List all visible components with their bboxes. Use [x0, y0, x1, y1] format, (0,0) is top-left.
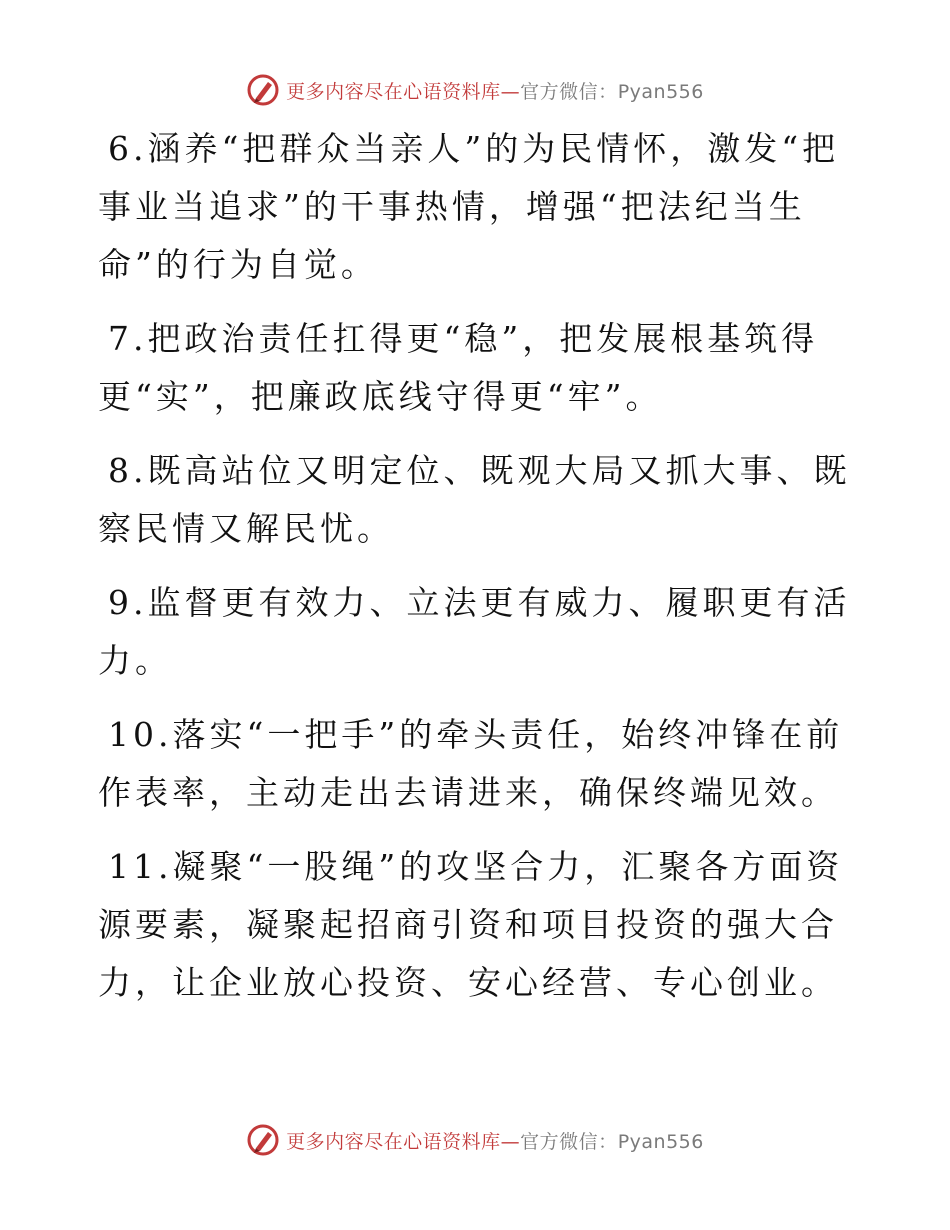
watermark-text	[286, 1127, 704, 1154]
pen-in-circle-logo-icon	[246, 73, 280, 107]
paragraph-8: 8.既高站位又明定位、既观大局又抓大事、既察民情又解民忧。	[98, 451, 851, 548]
watermark-separator: —	[500, 1130, 521, 1153]
paragraph-7: 7.把政治责任扛得更“稳”，把发展根基筑得更“实”，把廉政底线守得更“牢”。	[98, 319, 819, 416]
watermark-contact: 官方微信：	[520, 1130, 618, 1153]
paragraph-10: 10.落实“一把手”的牵头责任，始终冲锋在前作表率，主动走出去请进来，确保终端见效。	[98, 715, 844, 812]
watermark-wechat-id: Pyan556	[617, 80, 704, 103]
watermark-brand: 更多内容尽在心语资料库	[286, 80, 501, 103]
paragraph-11: 11.凝聚“一股绳”的攻坚合力，汇聚各方面资源要素，凝聚起招商引资和项目投资的强大合力，让企业放心投资、安心经营、专心创业。	[98, 847, 844, 1002]
pen-in-circle-logo-icon	[246, 1123, 280, 1157]
header-watermark	[0, 70, 950, 110]
footer-watermark	[0, 1120, 950, 1160]
watermark-separator: —	[500, 80, 521, 103]
paragraph-9: 9.监督更有效力、立法更有威力、履职更有活力。	[98, 583, 851, 680]
watermark-contact: 官方微信：	[520, 80, 618, 103]
watermark-brand: 更多内容尽在心语资料库	[286, 1130, 501, 1153]
paragraph-6: 6.涵养“把群众当亲人”的为民情怀，激发“把事业当追求”的干事热情，增强“把法纪当生命”的行为自觉。	[98, 129, 840, 284]
watermark-wechat-id: Pyan556	[617, 1130, 704, 1153]
watermark-text	[286, 77, 704, 104]
document-body	[98, 120, 858, 1028]
